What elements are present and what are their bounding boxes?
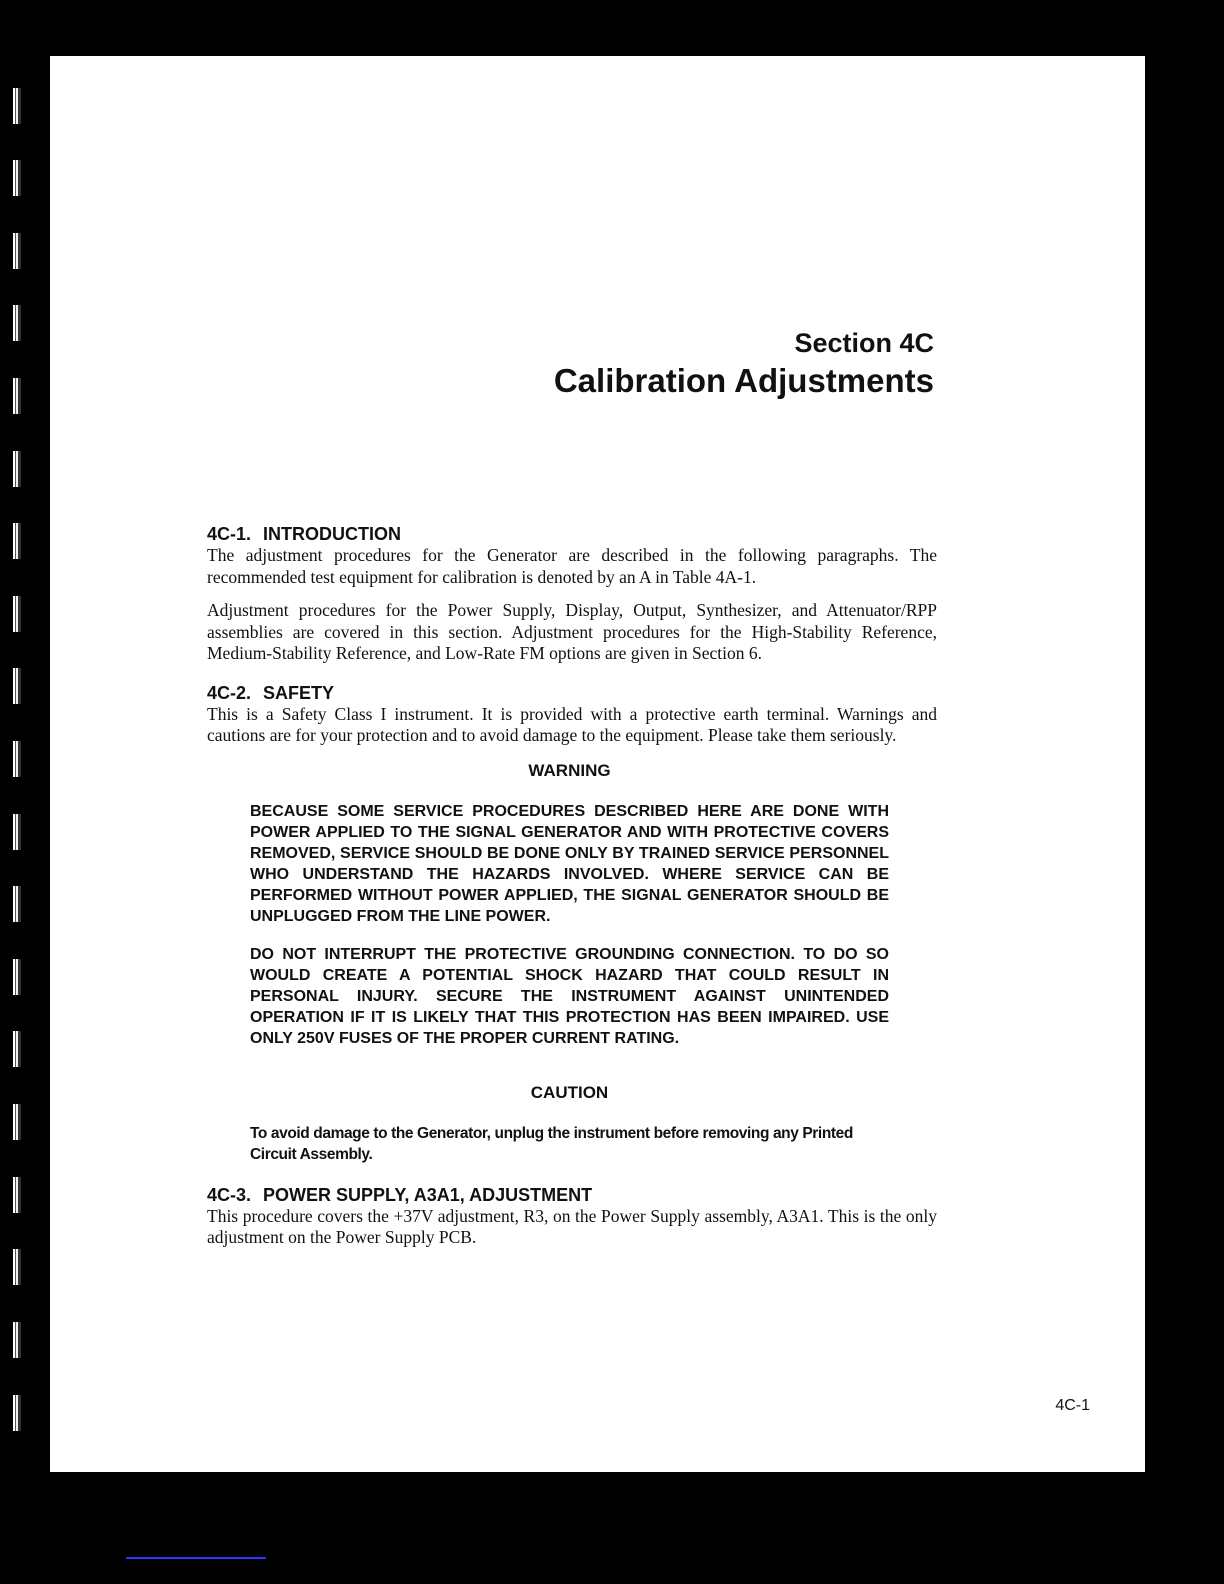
paragraph: This is a Safety Class I instrument. It is provided with a protective earth terminal. Warnings and cautions are for your protection and to avoid damage to the equipment. Please take them seriously. bbox=[207, 703, 937, 745]
warning-paragraph: DO NOT INTERRUPT THE PROTECTIVE GROUNDING CONNECTION. TO DO SO WOULD CREATE A POTENTIAL SHOCK HAZARD THAT COULD RESULT IN PERSONAL INJURY. SECURE THE INSTRUMENT AGAINST UNINTENDED OPERATION IF IT IS LIKELY THAT THIS PROTECTION HAS BEEN IMPAIRED. USE ONLY 250V FUSES OF THE PROPER CURRENT RATING. bbox=[250, 945, 889, 1047]
paragraph: Adjustment procedures for the Power Supply, Display, Output, Synthesizer, and Attenuator/RPP assemblies are covered in this section. Adjustment procedures for the High-Stability Reference, Medium-Stability Reference, and Low-Rate FM options are given in Section 6. bbox=[207, 600, 937, 663]
binding-hole bbox=[13, 1249, 21, 1285]
document-body bbox=[207, 524, 937, 1261]
section-title: Calibration Adjustments bbox=[553, 362, 934, 399]
section-heading-introduction bbox=[207, 524, 937, 545]
scan-artifact bbox=[126, 1557, 266, 1559]
binding-hole bbox=[13, 378, 21, 414]
binding-hole bbox=[13, 233, 21, 269]
binding-hole bbox=[13, 1104, 21, 1140]
binding-hole bbox=[13, 741, 21, 777]
binding-hole bbox=[13, 451, 21, 487]
paragraph: The adjustment procedures for the Generator are described in the following paragraphs. The recommended test equipment for calibration is denoted by an A in Table 4A-1. bbox=[207, 545, 937, 587]
section-heading-safety bbox=[207, 683, 937, 704]
binding-hole bbox=[13, 88, 21, 124]
warning-paragraph: BECAUSE SOME SERVICE PROCEDURES DESCRIBED HERE ARE DONE WITH POWER APPLIED TO THE SIGNAL GENERATOR AND WITH PROTECTIVE COVERS REMOVED, SERVICE SHOULD BE DONE ONLY BY TRAINED SERVICE PERSONNEL WHO UNDERSTAND THE HAZARDS INVOLVED. WHERE SERVICE CAN BE PERFORMED WITHOUT POWER APPLIED, THE SIGNAL GENERATOR SHOULD BE UNPLUGGED FROM THE LINE POWER. bbox=[250, 802, 889, 925]
caution-text: To avoid damage to the Generator, unplug the instrument before removing any Printed Circuit Assembly. bbox=[250, 1124, 853, 1163]
binding-hole bbox=[13, 959, 21, 995]
binding-holes bbox=[0, 0, 50, 1584]
section-number: 4C-1. bbox=[207, 524, 252, 544]
section-heading-text: SAFETY bbox=[263, 682, 335, 703]
binding-hole bbox=[13, 1031, 21, 1067]
section-label: Section 4C bbox=[794, 328, 934, 358]
page-number: 4C-1 bbox=[1055, 1397, 1090, 1414]
section-heading-text: POWER SUPPLY, A3A1, ADJUSTMENT bbox=[263, 1184, 593, 1205]
binding-hole bbox=[13, 596, 21, 632]
section-heading-text: INTRODUCTION bbox=[263, 524, 402, 544]
section-number: 4C-3. bbox=[207, 1184, 252, 1205]
binding-hole bbox=[13, 1177, 21, 1213]
binding-hole bbox=[13, 668, 21, 704]
section-number: 4C-2. bbox=[207, 682, 252, 703]
binding-hole bbox=[13, 1322, 21, 1358]
binding-hole bbox=[13, 523, 21, 559]
binding-hole bbox=[13, 305, 21, 341]
binding-hole bbox=[13, 886, 21, 922]
binding-hole bbox=[13, 160, 21, 196]
section-heading-power-supply bbox=[207, 1185, 937, 1206]
binding-hole bbox=[13, 814, 21, 850]
warning-title: WARNING bbox=[528, 760, 611, 780]
caution-title: CAUTION bbox=[530, 1082, 609, 1102]
paragraph: This procedure covers the +37V adjustment, R3, on the Power Supply assembly, A3A1. This is the only adjustment on the Power Supply PCB. bbox=[207, 1205, 937, 1247]
binding-hole bbox=[13, 1395, 21, 1431]
